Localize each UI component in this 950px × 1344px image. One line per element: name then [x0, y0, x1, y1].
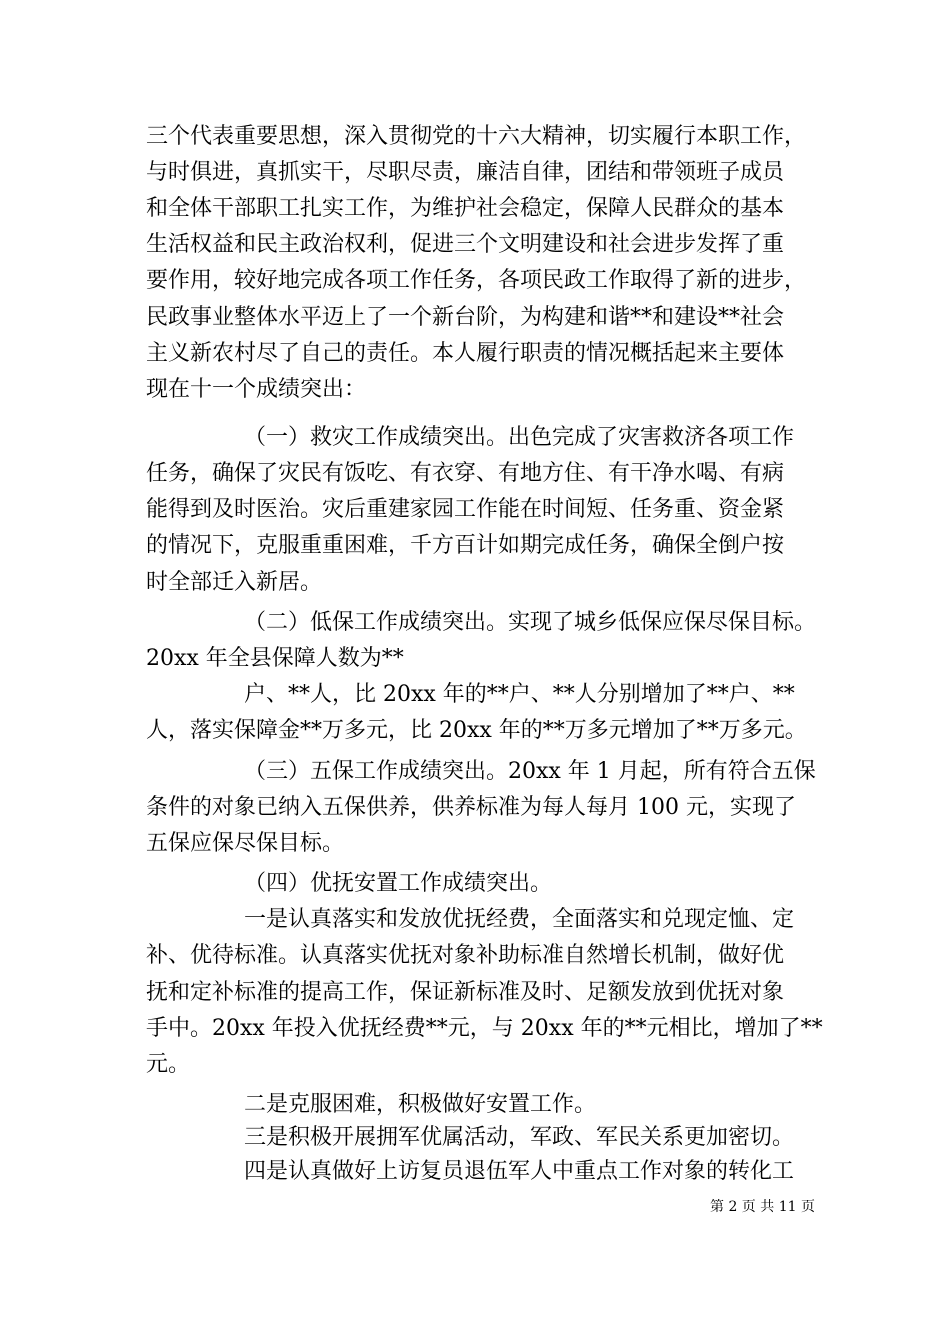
paragraph-2-line-4: 人，落实保障金**万多元，比 20xx 年的**万多元增加了**万多元。: [146, 718, 807, 743]
paragraph-7-line-1: 三是积极开展拥军优属活动，军政、军民关系更加密切。: [244, 1125, 795, 1150]
paragraph-3-line-3: 五保应保尽保目标。: [146, 831, 345, 856]
paragraph-2-line-3: 户、**人，比 20xx 年的**户、**人分别增加了**户、**: [244, 682, 795, 707]
paragraph-2-line-1: （二）低保工作成绩突出。实现了城乡低保应保尽保目标。: [244, 610, 817, 635]
paragraph-8-line-1: 四是认真做好上访复员退伍军人中重点工作对象的转化工: [244, 1159, 795, 1184]
paragraph-1-line-2: 任务，确保了灾民有饭吃、有衣穿、有地方住、有干净水喝、有病: [146, 461, 785, 486]
text-line-8: 现在十一个成绩突出：: [146, 377, 367, 402]
paragraph-5-line-3: 抚和定补标准的提高工作，保证新标准及时、足额发放到优抚对象: [146, 980, 785, 1005]
paragraph-5-line-2: 补、优待标准。认真落实优抚对象补助标准自然增长机制，做好优: [146, 943, 785, 968]
paragraph-3-line-1: （三）五保工作成绩突出。20xx 年 1 月起，所有符合五保: [244, 759, 816, 784]
text-line-5: 要作用，较好地完成各项工作任务，各项民政工作取得了新的进步，: [146, 268, 807, 293]
paragraph-5-line-5: 元。: [146, 1052, 191, 1077]
text-line-2: 与时俱进，真抓实干，尽职尽责，廉洁自律，团结和带领班子成员: [146, 160, 785, 185]
paragraph-2-line-2: 20xx 年全县保障人数为**: [146, 646, 404, 671]
paragraph-5-line-4: 手中。20xx 年投入优抚经费**元，与 20xx 年的**元相比，增加了**: [146, 1016, 823, 1041]
text-line-3: 和全体干部职工扎实工作，为维护社会稳定，保障人民群众的基本: [146, 196, 785, 221]
page-number: 第 2 页 共 11 页: [710, 1199, 815, 1215]
paragraph-4-heading: （四）优抚安置工作成绩突出。: [244, 871, 553, 896]
paragraph-1-line-1: （一）救灾工作成绩突出。出色完成了灾害救济各项工作: [244, 425, 795, 450]
text-line-1: 三个代表重要思想，深入贯彻党的十六大精神，切实履行本职工作，: [146, 124, 807, 149]
paragraph-1-line-5: 时全部迁入新居。: [146, 570, 323, 595]
paragraph-1-line-4: 的情况下，克服重重困难，千方百计如期完成任务，确保全倒户按: [146, 533, 785, 558]
text-line-4: 生活权益和民主政治权利，促进三个文明建设和社会进步发挥了重: [146, 232, 785, 257]
paragraph-1-line-3: 能得到及时医治。灾后重建家园工作能在时间短、任务重、资金紧: [146, 497, 785, 522]
paragraph-3-line-2: 条件的对象已纳入五保供养，供养标准为每人每月 100 元，实现了: [146, 795, 796, 820]
paragraph-5-line-1: 一是认真落实和发放优抚经费，全面落实和兑现定恤、定: [244, 907, 795, 932]
paragraph-6-line-1: 二是克服困难，积极做好安置工作。: [244, 1092, 597, 1117]
text-line-6: 民政事业整体水平迈上了一个新台阶，为构建和谐**和建设**社会: [146, 305, 785, 330]
text-line-7: 主义新农村尽了自己的责任。本人履行职责的情况概括起来主要体: [146, 341, 785, 366]
